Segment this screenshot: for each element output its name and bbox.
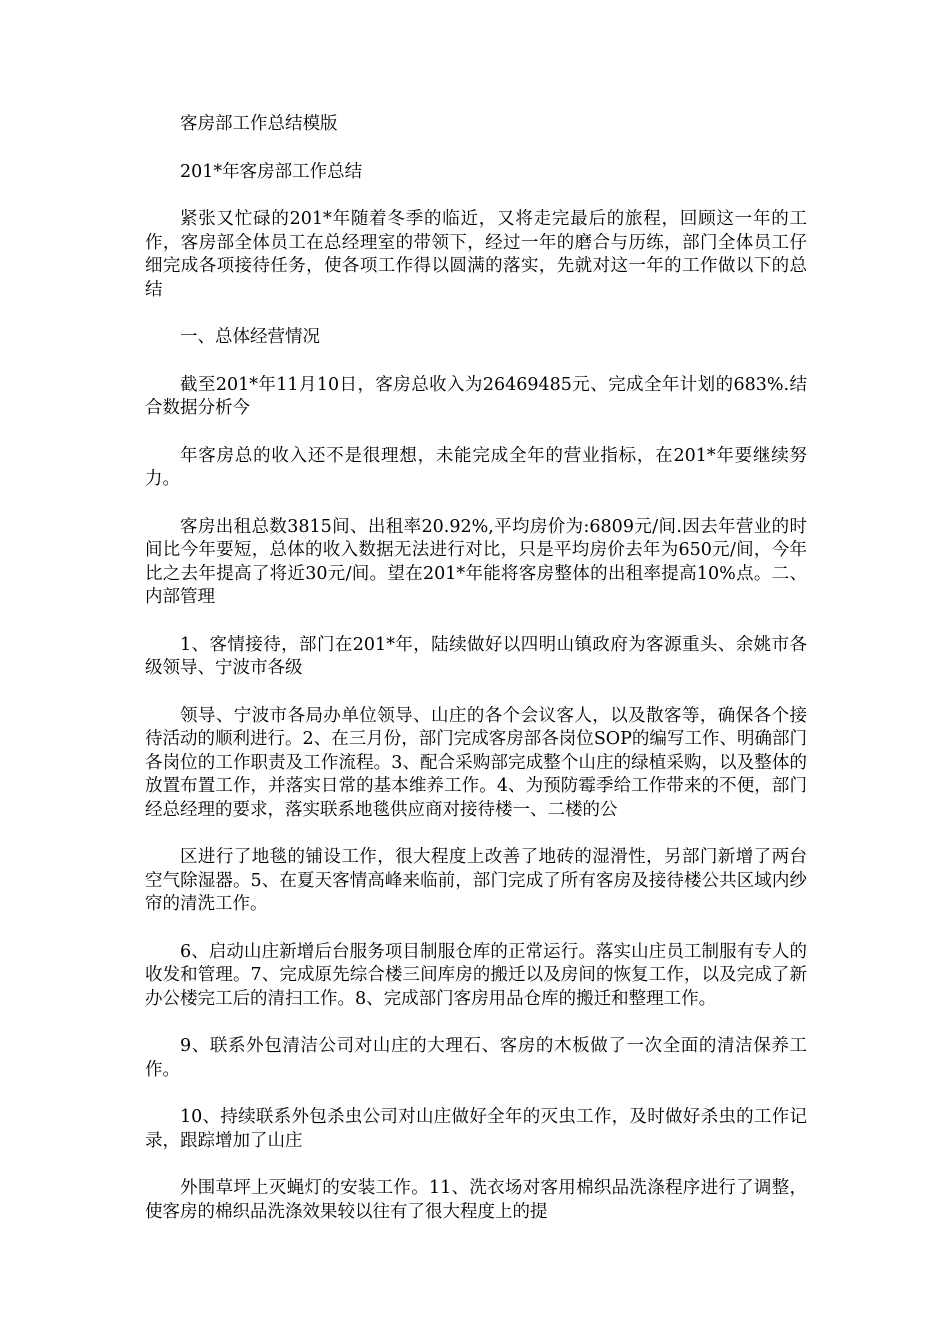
section-heading-overview: 一、总体经营情况 <box>180 327 320 347</box>
paragraph-item-5: 区进行了地毯的铺设工作，很大程度上改善了地砖的湿滑性，另部门新增了两台空气除湿器。5、在夏天客情高峰来临前，部门完成了所有客房及接待楼公共区域内纱帘的清洗工作。 <box>145 847 807 914</box>
paragraph-items-6-8: 6、启动山庄新增后台服务项目制服仓库的正常运行。落实山庄员工制服有专人的收发和管理。7、完成原先综合楼三间库房的搬迁以及房间的恢复工作，以及完成了新办公楼完工后的清扫工作。8、完成部门客房用品仓库的搬迁和整理工作。 <box>145 941 807 1009</box>
paragraph-revenue: 截至201*年11月10日，客房总收入为26469485元、完成全年计划的683%.结合数据分析今 <box>145 374 807 418</box>
paragraph-item-1: 1、客情接待，部门在201*年，陆续做好以四明山镇政府为客源重头、余姚市各级领导、宁波市各级 <box>145 634 807 678</box>
paragraph-occupancy: 客房出租总数3815间、出租率20.92%,平均房价为:6809元/间.因去年营业的时间比今年要短，总体的收入数据无法进行对比，只是平均房价去年为650元/间，今年比之去年提高了将近30元/间。望在201*年能将客房整体的出租率提高10%点。二、内部管理 <box>145 516 807 607</box>
document-title: 客房部工作总结模版 <box>180 114 338 134</box>
document-body <box>145 113 807 1248</box>
paragraph-item-11: 外围草坪上灭蝇灯的安装工作。11、洗衣场对客用棉织品洗涤程序进行了调整，使客房的棉织品洗涤效果较以往有了很大程度上的提 <box>145 1178 807 1222</box>
paragraph-revenue-cont: 年客房总的收入还不是很理想，未能完成全年的营业指标，在201*年要继续努力。 <box>145 445 807 489</box>
paragraph-intro: 紧张又忙碌的201*年随着冬季的临近，又将走完最后的旅程，回顾这一年的工作，客房部全体员工在总经理室的带领下，经过一年的磨合与历练，部门全体员工仔细完成各项接待任务，使各项工作得以圆满的落实，先就对这一年的工作做以下的总结 <box>145 209 807 300</box>
paragraph-items-2-4: 领导、宁波市各局办单位领导、山庄的各个会议客人，以及散客等，确保各个接待活动的顺利进行。2、在三月份，部门完成客房部各岗位SOP的编写工作、明确部门各岗位的工作职责及工作流程。3、配合采购部完成整个山庄的绿植采购，以及整体的放置布置工作，并落实日常的基本维养工作。4、为预防霉季给工作带来的不便，部门经总经理的要求，落实联系地毯供应商对接待楼一、二楼的公 <box>145 705 807 820</box>
document-subtitle: 201*年客房部工作总结 <box>180 161 363 182</box>
paragraph-item-9: 9、联系外包清洁公司对山庄的大理石、客房的木板做了一次全面的清洁保养工作。 <box>145 1036 807 1080</box>
paragraph-item-10: 10、持续联系外包杀虫公司对山庄做好全年的灭虫工作，及时做好杀虫的工作记录，跟踪增加了山庄 <box>145 1107 807 1151</box>
